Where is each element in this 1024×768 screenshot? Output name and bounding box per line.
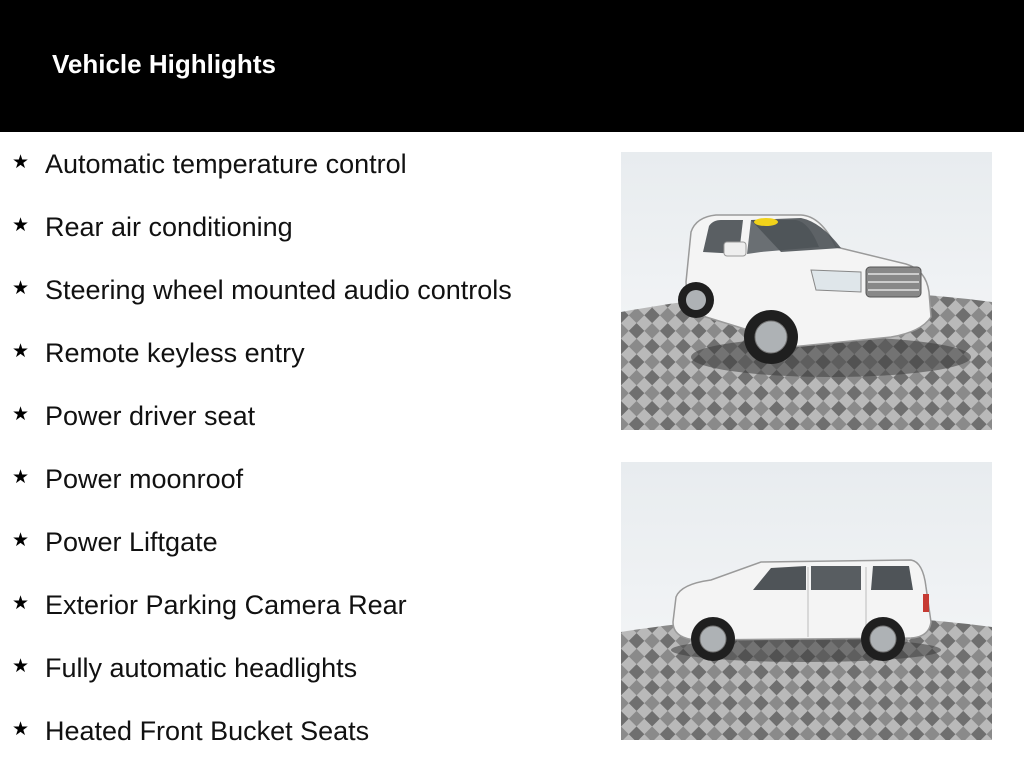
vehicle-photo-front xyxy=(621,152,992,430)
star-icon: ★ xyxy=(12,340,30,362)
star-icon: ★ xyxy=(12,466,30,488)
star-icon: ★ xyxy=(12,151,30,173)
page-title: Vehicle Highlights xyxy=(52,49,276,79)
vehicle-photo-side xyxy=(621,462,992,740)
list-item xyxy=(0,211,600,251)
star-icon: ★ xyxy=(12,277,30,299)
list-item xyxy=(0,400,600,440)
star-icon: ★ xyxy=(12,403,30,425)
highlight-label: Exterior Parking Camera Rear xyxy=(45,590,407,620)
star-icon: ★ xyxy=(12,592,30,614)
highlight-label: Steering wheel mounted audio controls xyxy=(45,275,512,305)
list-item xyxy=(0,148,600,188)
list-item xyxy=(0,652,600,692)
list-item xyxy=(0,337,600,377)
list-item xyxy=(0,463,600,503)
highlight-label: Fully automatic headlights xyxy=(45,653,358,683)
highlight-label: Heated Front Bucket Seats xyxy=(45,716,370,746)
star-icon: ★ xyxy=(12,214,30,236)
star-icon: ★ xyxy=(12,529,30,551)
highlight-label: Remote keyless entry xyxy=(45,338,305,368)
highlight-label: Rear air conditioning xyxy=(45,212,293,242)
list-item xyxy=(0,589,600,629)
highlight-label: Automatic temperature control xyxy=(45,149,407,179)
highlight-label: Power moonroof xyxy=(45,464,244,494)
star-icon: ★ xyxy=(12,655,30,677)
highlight-label: Power driver seat xyxy=(45,401,256,431)
list-item xyxy=(0,526,600,566)
highlight-label: Power Liftgate xyxy=(45,527,218,557)
star-icon: ★ xyxy=(12,718,30,740)
header-bar xyxy=(0,0,1024,132)
list-item xyxy=(0,715,600,755)
list-item xyxy=(0,274,600,314)
